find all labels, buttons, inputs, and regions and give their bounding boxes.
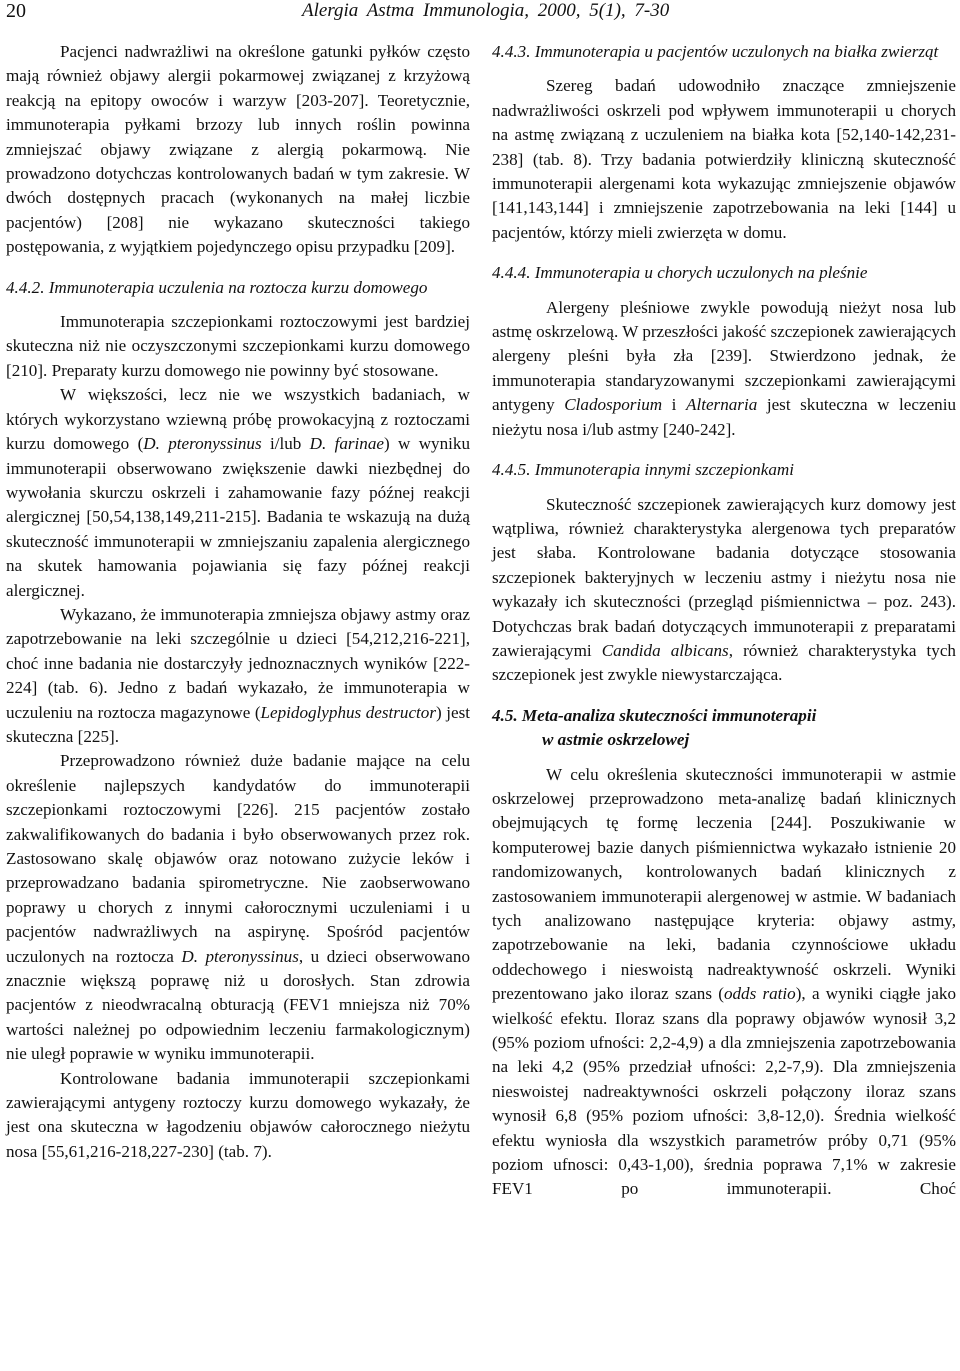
section-heading-4-5: 4.5. Meta-analiza skuteczności immunoterapii w astmie oskrzelowej [492,705,817,750]
paragraph-pollen-food-allergy: Pacjenci nadwrażliwi na określone gatunki pyłków często mają również objawy alergii pokarmowej związanej z krzyżową reakcją na epitopy owoców i warzyw [203-207]. Teoretycznie, immunoterapia pyłkami brzozy lub innych roślin powinna zmniejszać objawy związane z alergią pokarmową. Nie prowadzono dotychczas kontrolowanych badań w tym zakresie. W dwóch dostępnych pracach (wykonanych na małej liczbie pacjentów) [208] nie wykazano skuteczności takiego postępowania, z wyjątkiem pojedynczego opisu przypadku [209]. [6,42,470,257]
genus-cladosporium: Cladosporium [564,395,663,415]
section-heading-4-4-2: 4.4.2. Immunoterapia uczulenia na roztocza kurzu domowego [6,277,428,297]
species-lepidoglyphus: Lepidoglyphus destructor [260,702,437,722]
paragraph-large-study: Przeprowadzono również duże badanie mające na celu określenie najlepszych kandydatów do immunoterapii szczepionkami roztoczowymi [226]. 215 pacjentów zostało zakwalifikowanych do badania i było obserwowanych przez rok. Zastosowano skalę objawów oraz notowano zużycie leków i przeprowadzano badania spirometryczne. Nie zaobserwowano poprawy u chorych z innymi całorocznymi uczuleniami i u pacjentów nadwrażliwych na aspirynę. Spośród pacjentów uczulonych na roztocza D. pteronyssinus, u dzieci obserwowano znacznie większą poprawę niż u dorosłych. Stan zdrowia pacjentów z nieodwracalną obturacją (FEV1 mniejsza niż 70% wartości należnej po odpowiednim leczeniu farmakologicznym) nie uległ poprawie w wyniku immunoterapii. [6,751,470,1064]
journal-running-title: Alergia Astma Immunologia, 2000, 5(1), 7-30 [302,0,670,21]
paragraph-mite-vaccines: Immunoterapia szczepionkami roztoczowymi jest bardziej skuteczna niż nie oczyszczonymi szczepionkami kurzu domowego [210]. Preparaty kurzu domowego nie powinny być stosowane. [6,312,470,380]
section-heading-4-4-4: 4.4.4. Immunoterapia u chorych uczulonych na pleśnie [492,263,868,283]
page-header [0,0,960,34]
paragraph-other-vaccines: Skuteczność szczepionek zawierających kurz domowy jest wątpliwa, również charakterystyka alergenowa tych preparatów jest słaba. Kontrolowane badania dotyczące stosowania szczepionek bakteryjnych w leczeniu astmy i nieżytu nosa nie wykazały ich skuteczności (przegląd piśmiennictwa – poz. 243). Dotychczas brak badań dotyczących immunoterapii z preparatami zawierającymi Candida albicans, również charakterystyka tych szczepionek jest zwykle niewystarczająca. [492,494,956,685]
section-heading-4-4-3: 4.4.3. Immunoterapia u pacjentów uczulonych na białka zwierząt [492,42,939,61]
genus-alternaria: Alternaria [686,395,758,415]
left-column [6,40,470,1164]
paragraph-mold-allergens: Alergeny pleśniowe zwykle powodują nieżyt nosa lub astmę oskrzelową. W przeszłości jakość szczepionek zawierających alergeny pleśni była zła [239]. Stwierdzono jednak, że immunoterapia standaryzowanymi szczepionkami zawierającymi antygeny Cladosporium i Alternaria jest skuteczna w leczeniu nieżytu nosa i/lub astmy [240-242]. [492,297,957,439]
species-candida-albicans: Candida albicans [601,640,729,660]
section-heading-4-4-5: 4.4.5. Immunoterapia innymi szczepionkami [492,460,794,480]
paragraph-asthma-symptoms: Wykazano, że immunoterapia zmniejsza objawy astmy oraz zapotrzebowanie na leki szczególnie u dzieci [54,212,216-221], choć inne badania nie dostarczyły jednoznacznych wyników [222-224] (tab. 6). Jedno z badań wykazało, że immunoterapia w uczuleniu na roztocza magazynowe (Lepidoglyphus destructor) jest skuteczna [225]. [6,604,470,746]
species-d-pteronyssinus-2: D. pteronyssinus [181,946,299,966]
paragraph-animal-allergens: Szereg badań udowodniło znaczące zmniejszenie nadwrażliwości oskrzeli pod wpływem immunoterapii u chorych na astmę związaną z uczuleniem na białka kota [52,140-142,231-238] (tab. 8). Trzy badania potwierdziły kliniczną skuteczność immunoterapii alergenami kota wykazując zmniejszenie objawów [141,143,144] i zmniejszenie zapotrzebowania na leki [144] u pacjentów, którzy mieli zwierzęta w domu. [492,76,956,242]
paragraph-meta-analysis: W celu określenia skuteczności immunoterapii w astmie oskrzelowej przeprowadzono meta-analizę badań klinicznych obejmujących tę formę leczenia [244]. Poszukiwanie w komputerowej bazie danych piśmiennictwa wykazało istnienie 20 randomizowanych, kontrolowanych badań klinicznych z zastosowaniem immunoterapii alergenowej w astmie. W badaniach tych analizowano następujące kryteria: objawy astmy, zapotrzebowanie na leki, badania czynnościowe układu oddechowego i nieswoistą nadreaktywność oskrzeli. Wyniki prezentowano jako iloraz szans (odds ratio), a wyniki ciągłe jako wielkość efektu. Iloraz szans dla poprawy objawów wynosił 3,2 (95% poziom ufności: 2,2-4,9) a dla zmniejszenia zapotrzebowania na leki 4,2 (95% przedział ufności: 2,2-7,9). Dla zmniejszenia nieswoistej nadreaktywności oskrzeli połączony iloraz szans wynosił 6,8 (95% poziom ufności: 3,8-12,0). Średnia wielkość efektu wyniosła dla wszystkich parametrów próby 0,71 (95% poziom ufnosci: 0,43-1,00), średnia poprawa 7,1% w zakresie FEV1 po immunoterapii. Choć [492,764,957,1199]
term-odds-ratio: odds ratio [723,984,796,1004]
right-column [492,40,956,1202]
page-number: 20 [6,0,26,22]
species-d-farinae: D. farinae [309,434,384,454]
species-d-pteronyssinus: D. pteronyssinus [143,434,262,454]
paragraph-controlled-studies: Kontrolowane badania immunoterapii szczepionkami zawierającymi antygeny roztoczy kurzu domowego wykazały, że jest ona skuteczna w łagodzeniu objawów całorocznego nieżytu nosa [55,61,216-218,227-230] (tab. 7). [6,1068,470,1161]
paragraph-provocation-tests: W większości, lecz nie we wszystkich badaniach, w których wykorzystano wziewną próbę prowokacyjną z roztoczami kurzu domowego (D. pteronyssinus i/lub D. farinae) w wyniku immunoterapii obserwowano zwiększenie dawki niezbędnej do wywołania skurczu oskrzeli i zahamowanie fazy późnej reakcji alergicznej [50,54,138,149,211-215]. Badania te wskazują na dużą skuteczność immunoterapii w zmniejszaniu zapalenia alergicznego na skutek hamowania pojawiania się fazy późnej reakcji alergicznej. [6,385,470,600]
